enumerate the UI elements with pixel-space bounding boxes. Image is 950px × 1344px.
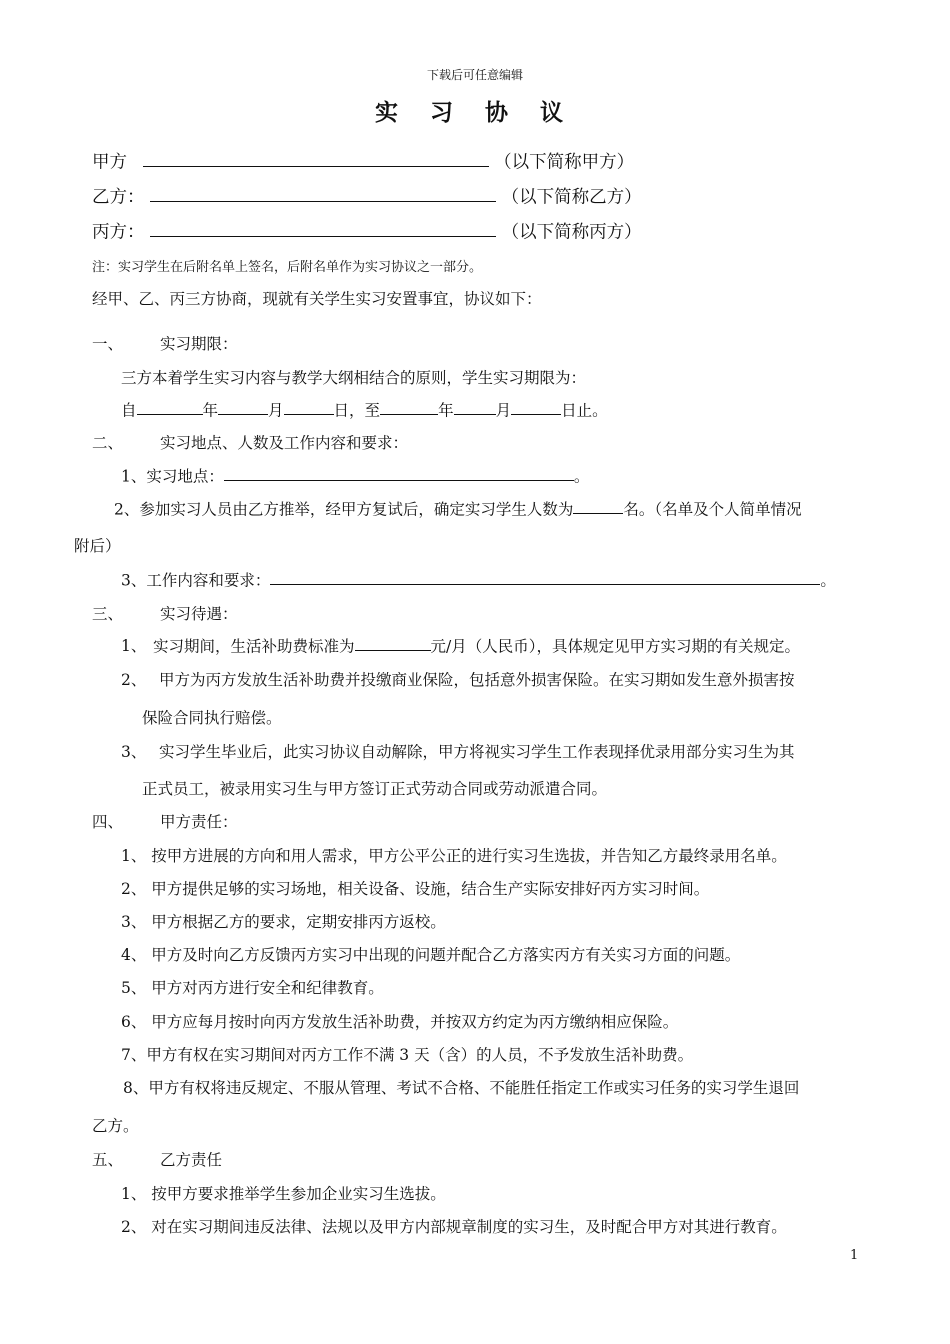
party-a-duty-8: 8、甲方有权将违反规定、不服从管理、考试不合格、不能胜任指定工作或实习任务的实习学生退回 <box>123 1079 800 1097</box>
headcount-line <box>114 497 802 519</box>
insurance-line-cont: 保险合同执行赔偿。 <box>142 709 282 727</box>
section-1-title: 实习期限： <box>160 335 238 353</box>
section-3-number: 三、 <box>92 605 124 623</box>
party-c-blank[interactable] <box>150 218 496 237</box>
location-end: 。 <box>573 467 590 486</box>
party-a-line <box>92 148 634 173</box>
party-a-duty-4: 4、 甲方及时向乙方反馈丙方实习中出现的问题并配合乙方落实丙方有关实习方面的问题。 <box>121 946 741 964</box>
start-day-blank[interactable] <box>284 398 334 415</box>
intro-text: 经甲、乙、丙三方协商，现就有关学生实习安置事宜，协议如下： <box>92 290 542 308</box>
headcount-line-cont: 附后） <box>74 537 121 555</box>
year-label: 年 <box>202 401 219 420</box>
allowance-text-b: 元/月（人民币），具体规定见甲方实习期的有关规定。 <box>430 637 800 656</box>
party-b-label: 乙方： <box>92 187 145 208</box>
party-a-duty-1: 1、 按甲方进展的方向和用人需求，甲方公平公正的进行实习生选拔，并告知乙方最终录用名单。 <box>121 847 787 865</box>
section-1-heading <box>92 332 238 354</box>
section-4-title: 甲方责任： <box>160 813 238 831</box>
section-1-para: 三方本着学生实习内容与教学大纲相结合的原则，学生实习期限为： <box>121 369 587 387</box>
page-number: 1 <box>850 1248 859 1263</box>
headcount-text-b: 名。（名单及个人简单情况 <box>623 500 802 519</box>
work-content-blank[interactable] <box>270 568 820 585</box>
location-line <box>121 464 589 486</box>
employment-line <box>121 740 795 762</box>
party-c-suffix: （以下简称丙方） <box>501 222 642 243</box>
note-text: 注：实习学生在后附名单上签名，后附名单作为实习协议之一部分。 <box>92 260 483 275</box>
allowance-line <box>121 634 800 656</box>
location-label: 1、实习地点： <box>121 467 224 486</box>
section-5-title: 乙方责任 <box>160 1151 223 1169</box>
year-label-2: 年 <box>438 401 454 420</box>
party-a-duty-2: 2、 甲方提供足够的实习场地，相关设备、设施，结合生产实际安排好丙方实习时间。 <box>121 880 710 898</box>
section-5-heading <box>92 1148 222 1170</box>
month-label-2: 月 <box>495 401 512 420</box>
internship-period-line <box>121 398 608 420</box>
party-b-line <box>92 183 642 208</box>
start-year-blank[interactable] <box>137 398 203 415</box>
header-note: 下载后可任意编辑 <box>426 68 523 82</box>
party-a-label: 甲方 <box>92 152 127 173</box>
insurance-number: 2、 <box>121 671 147 689</box>
party-b-suffix: （以下简称乙方） <box>501 187 642 208</box>
party-a-suffix: （以下简称甲方） <box>494 152 635 173</box>
insurance-line <box>121 668 795 690</box>
party-a-duty-6: 6、 甲方应每月按时向丙方发放生活补助费，并按双方约定为丙方缴纳相应保险。 <box>121 1013 679 1031</box>
employment-text-a: 实习学生毕业后，此实习协议自动解除，甲方将视实习学生工作表现择优录用部分实习生为其 <box>159 743 795 761</box>
end-year-blank[interactable] <box>380 398 438 415</box>
section-4-number: 四、 <box>92 813 124 831</box>
day-end-label: 日止。 <box>561 401 608 420</box>
party-a-duty-5: 5、 甲方对丙方进行安全和纪律教育。 <box>121 979 384 997</box>
section-3-heading <box>92 602 238 624</box>
work-content-end: 。 <box>820 571 836 590</box>
section-2-number: 二、 <box>92 434 124 452</box>
section-2-title: 实习地点、人数及工作内容和要求： <box>160 434 409 452</box>
party-c-label: 丙方： <box>92 222 145 243</box>
party-a-blank[interactable] <box>143 148 489 167</box>
employment-number: 3、 <box>121 743 147 761</box>
headcount-text-a: 2、参加实习人员由乙方推举，经甲方复试后，确定实习学生人数为 <box>114 500 574 519</box>
party-b-duty-2: 2、 对在实习期间违反法律、法规以及甲方内部规章制度的实习生，及时配合甲方对其进行教育。 <box>121 1218 787 1236</box>
party-a-duty-7: 7、甲方有权在实习期间对丙方工作不满 3 天（含）的人员，不予发放生活补助费。 <box>121 1046 694 1064</box>
document-title: 实 习 协 议 <box>374 99 576 126</box>
section-5-number: 五、 <box>92 1151 124 1169</box>
month-label: 月 <box>268 401 284 420</box>
end-day-blank[interactable] <box>511 398 561 415</box>
insurance-text-a: 甲方为丙方发放生活补助费并投缴商业保险，包括意外损害保险。在实习期如发生意外损害按 <box>159 671 795 689</box>
employment-line-cont: 正式员工，被录用实习生与甲方签订正式劳动合同或劳动派遣合同。 <box>142 780 608 798</box>
work-content-label: 3、工作内容和要求： <box>121 571 271 590</box>
allowance-text-a: 实习期间，生活补助费标准为 <box>153 637 355 656</box>
party-a-duty-8-cont: 乙方。 <box>92 1117 139 1135</box>
day-to-label: 日，至 <box>333 401 381 420</box>
section-3-title: 实习待遇： <box>160 605 238 623</box>
allowance-blank[interactable] <box>355 634 431 651</box>
work-content-line <box>121 568 836 590</box>
end-month-blank[interactable] <box>454 398 496 415</box>
section-4-heading <box>92 810 238 832</box>
party-a-duty-3: 3、 甲方根据乙方的要求，定期安排丙方返校。 <box>121 913 446 931</box>
start-month-blank[interactable] <box>218 398 268 415</box>
allowance-number: 1、 <box>121 637 147 656</box>
section-1-number: 一、 <box>92 335 124 353</box>
party-b-blank[interactable] <box>150 183 496 202</box>
location-blank[interactable] <box>224 464 574 481</box>
party-b-duty-1: 1、 按甲方要求推举学生参加企业实习生选拔。 <box>121 1185 446 1203</box>
party-c-line <box>92 218 642 243</box>
section-2-heading <box>92 431 408 453</box>
headcount-blank[interactable] <box>573 497 623 514</box>
date-from-label: 自 <box>121 401 137 420</box>
